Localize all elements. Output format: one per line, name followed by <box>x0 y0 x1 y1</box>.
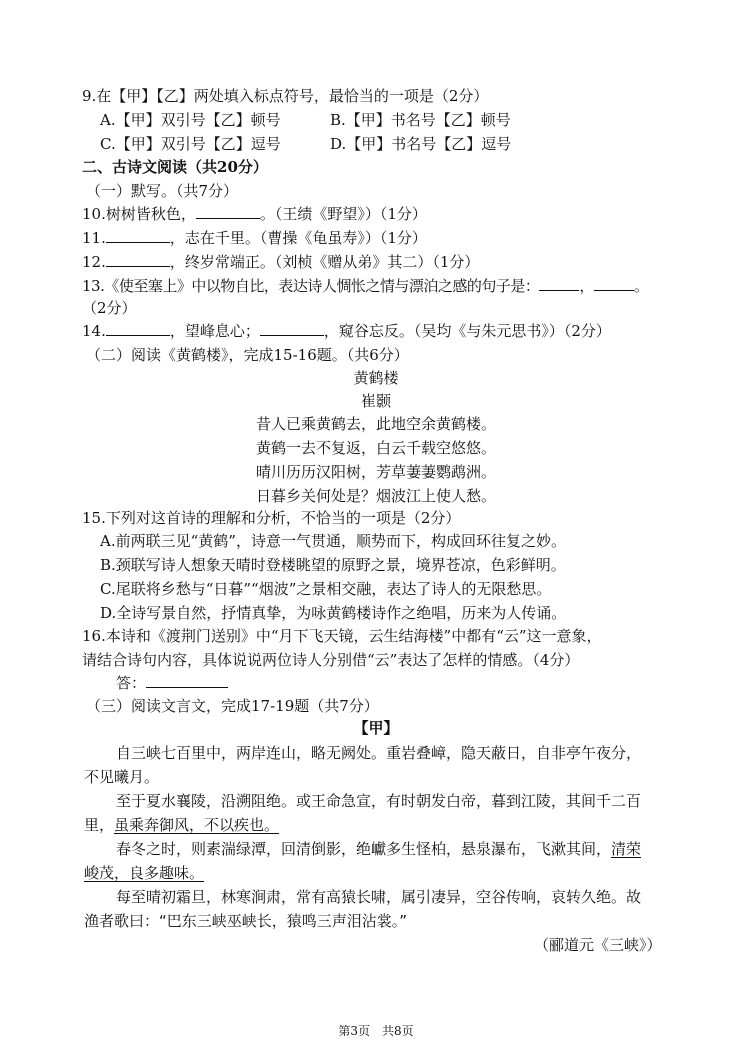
q12-pre: 12. <box>82 253 106 271</box>
q9-option-b: B.【甲】书名号【乙】顿号 <box>330 111 511 129</box>
poem-title: 黄鹤楼 <box>353 369 399 387</box>
q13 <box>82 276 648 296</box>
passage-p2-line-1: 至于夏水襄陵，沿溯阻绝。或王命急宣，有时朝发白帝，暮到江陵，其间千二百 <box>116 792 642 810</box>
q16-answer <box>116 673 228 693</box>
q10-blank[interactable] <box>196 204 260 219</box>
poem-line-3: 晴川历历汉阳树，芳草萋萋鹦鹉洲。 <box>255 463 496 481</box>
page-footer: 第3页 共8页 <box>338 1024 414 1038</box>
passage-p3-underlined-1: 清荣 <box>611 840 642 858</box>
q11-pre: 11. <box>82 229 106 247</box>
q15-option-a: A.前两联三见“黄鹤”，诗意一气贯通，顺势而下，构成回环往复之妙。 <box>100 532 566 550</box>
q9-option-c: C.【甲】双引号【乙】逗号 <box>100 135 281 153</box>
passage-p2-underlined: 虽乘奔御风，不以疾也。 <box>114 816 280 834</box>
q12-blank[interactable] <box>106 252 170 267</box>
q10 <box>82 204 427 224</box>
q14-blank-1[interactable] <box>106 321 170 336</box>
q13-blank-1[interactable] <box>539 276 579 291</box>
part2-title: （二）阅读《黄鹤楼》，完成15-16题。（共6分） <box>86 346 409 364</box>
section-title: 二、古诗文阅读（共20分） <box>82 158 268 176</box>
passage-p3-line-1 <box>116 839 641 859</box>
q9-option-d: D.【甲】书名号【乙】逗号 <box>330 135 512 153</box>
q12 <box>82 252 479 272</box>
q10-post: 。（王绩《野望》）（1分） <box>259 205 427 223</box>
q15-option-b: B.颈联写诗人想象天晴时登楼眺望的原野之景，境界苍凉，色彩鲜明。 <box>100 556 566 574</box>
q15-stem: 15.下列对这首诗的理解和分析，不恰当的一项是（2分） <box>82 509 461 527</box>
q12-post: ，终岁常端正。（刘桢《赠从弟》其二）（1分） <box>169 253 480 271</box>
passage-p1-line-2: 不见曦月。 <box>84 768 160 786</box>
passage-source: （郦道元《三峡》） <box>534 936 662 954</box>
part3-title: （三）阅读文言文，完成17-19题（共7分） <box>86 697 379 715</box>
passage-p4-line-2: 渔者歌曰：“巴东三峡巫峡长，猿鸣三声泪沾裳。” <box>84 912 408 930</box>
q14 <box>82 321 611 341</box>
q16-line-1: 16.本诗和《渡荆门送别》中“月下飞天镜，云生结海楼”中都有“云”这一意象， <box>82 627 602 645</box>
passage-p3-plain: 春冬之时，则素湍绿潭，回清倒影，绝巘多生怪柏，悬泉瀑布，飞漱其间， <box>116 840 612 858</box>
passage-p3-underlined-2: 峻茂，良多趣味。 <box>84 864 205 882</box>
q13-sep: ， <box>579 277 594 295</box>
q14-pre: 14. <box>82 322 106 340</box>
q16-line-2: 请结合诗句内容，具体说说两位诗人分别借“云”表达了怎样的情感。（4分） <box>82 651 580 669</box>
q14-mid: ，望峰息心； <box>169 322 260 340</box>
q13-blank-2[interactable] <box>594 276 634 291</box>
q16-answer-label: 答： <box>116 674 147 692</box>
part1-title: （一）默写。（共7分） <box>86 182 239 200</box>
q10-pre: 10.树树皆秋色， <box>82 205 196 223</box>
passage-p4-line-1: 每至晴初霜旦，林寒涧肃，常有高猿长啸，属引凄异，空谷传响，哀转久绝。故 <box>116 888 642 906</box>
q9-stem: 9.在【甲】【乙】两处填入标点符号，最恰当的一项是（2分） <box>82 87 489 105</box>
passage-p2-plain: 里， <box>84 816 115 834</box>
passage-p3-line-2 <box>84 863 204 883</box>
q13-pre: 13.《使至塞上》中以物自比，表达诗人惆怅之情与漂泊之感的句子是： <box>82 277 540 295</box>
passage-p2-line-2 <box>84 815 279 835</box>
poem-line-2: 黄鹤一去不复返，白云千载空悠悠。 <box>255 439 496 457</box>
q13-score: （2分） <box>82 299 137 317</box>
q13-end: 。 <box>633 277 649 295</box>
q11-blank[interactable] <box>106 228 170 243</box>
passage-p1-line-1: 自三峡七百里中，两岸连山，略无阙处。重岩叠嶂，隐天蔽日，自非亭午夜分， <box>116 744 642 762</box>
q14-post: ，窥谷忘反。（吴均《与朱元思书》）（2分） <box>323 322 611 340</box>
q16-answer-blank[interactable] <box>146 673 228 688</box>
poem-author: 崔颢 <box>360 392 391 410</box>
q15-option-c: C.尾联将乡愁与“日暮”“烟波”之景相交融，表达了诗人的无限愁思。 <box>100 580 552 598</box>
q11-post: ，志在千里。（曹操《龟虽寿》）（1分） <box>169 229 427 247</box>
q11 <box>82 228 427 248</box>
passage-label: 【甲】 <box>353 719 399 737</box>
q14-blank-2[interactable] <box>260 321 324 336</box>
poem-line-4: 日暮乡关何处是？烟波江上使人愁。 <box>255 487 496 505</box>
q15-option-d: D.全诗写景自然，抒情真挚，为咏黄鹤楼诗作之绝唱，历来为人传诵。 <box>100 604 567 622</box>
q9-option-a: A.【甲】双引号【乙】顿号 <box>100 111 281 129</box>
poem-line-1: 昔人已乘黄鹤去，此地空余黄鹤楼。 <box>255 415 496 433</box>
